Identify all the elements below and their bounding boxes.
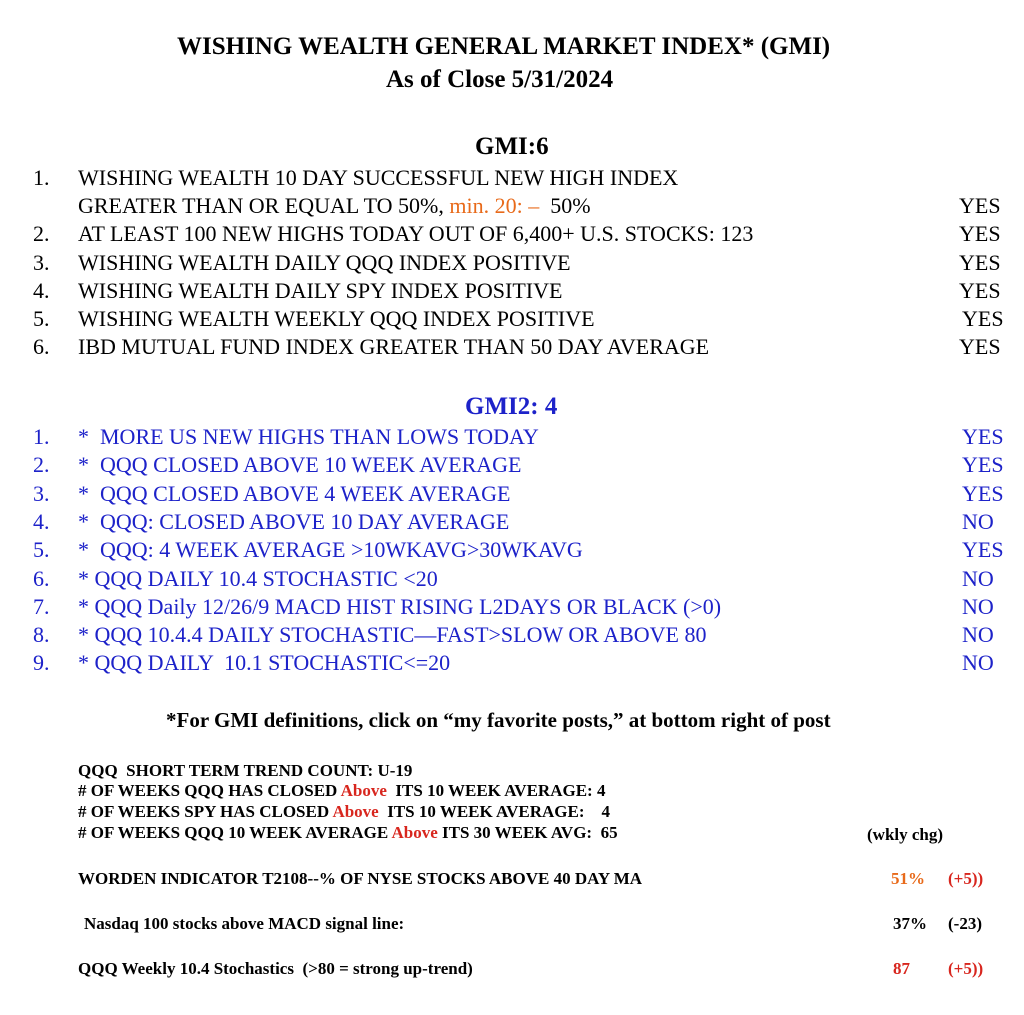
trend-text: ITS 10 WEEK AVERAGE: 4 bbox=[378, 802, 611, 821]
gmi2-item-num: 7. bbox=[33, 594, 50, 619]
gmi-item-text-part: 50% bbox=[539, 193, 591, 218]
weeks-qqq-10wk-above bbox=[78, 823, 618, 843]
trend-count: QQQ SHORT TERM TREND COUNT: U-19 bbox=[78, 761, 413, 780]
gmi-item-num: 4. bbox=[33, 278, 50, 303]
gmi-item-text-part: GREATER THAN OR EQUAL TO 50%, bbox=[78, 193, 450, 218]
gmi2-item-num: 9. bbox=[33, 650, 50, 675]
gmi2-item-text: * QQQ DAILY 10.1 STOCHASTIC<=20 bbox=[78, 650, 451, 675]
gmi2-item-answer: NO bbox=[962, 594, 994, 619]
gmi-item-text: IBD MUTUAL FUND INDEX GREATER THAN 50 DAY AVERAGE bbox=[78, 334, 710, 359]
gmi-item-answer: YES bbox=[959, 278, 1001, 303]
gmi-item-answer: YES bbox=[959, 221, 1001, 246]
gmi-heading: GMI:6 bbox=[475, 133, 549, 160]
gmi-item-num: 1. bbox=[33, 165, 50, 190]
gmi2-item-num: 8. bbox=[33, 622, 50, 647]
weeks-qqq-above bbox=[78, 781, 605, 801]
indicator-label: WORDEN INDICATOR T2108--% OF NYSE STOCKS ABOVE 40 DAY MA bbox=[78, 869, 643, 888]
trend-text: ITS 10 WEEK AVERAGE: 4 bbox=[386, 781, 606, 800]
gmi2-item-answer: NO bbox=[962, 622, 994, 647]
gmi2-heading: GMI2: 4 bbox=[465, 393, 558, 420]
gmi2-item-text: * QQQ DAILY 10.4 STOCHASTIC <20 bbox=[78, 566, 438, 591]
gmi-item-answer: YES bbox=[962, 306, 1004, 331]
gmi-item-answer: YES bbox=[959, 334, 1001, 359]
gmi2-item-num: 3. bbox=[33, 481, 50, 506]
page-subtitle: As of Close 5/31/2024 bbox=[386, 66, 614, 93]
gmi2-item-answer: YES bbox=[962, 452, 1004, 477]
gmi-item-text: WISHING WEALTH WEEKLY QQQ INDEX POSITIVE bbox=[78, 306, 595, 331]
weekly-change-header: (wkly chg) bbox=[867, 825, 944, 844]
gmi2-item-text: * QQQ Daily 12/26/9 MACD HIST RISING L2DAYS OR BLACK (>0) bbox=[78, 594, 722, 619]
indicator-change: (+5)) bbox=[948, 869, 984, 888]
gmi-min-note: min. 20: – bbox=[449, 193, 540, 218]
gmi-item-num: 3. bbox=[33, 250, 50, 275]
indicator-value: 87 bbox=[893, 959, 910, 978]
gmi2-item-answer: YES bbox=[962, 537, 1004, 562]
gmi2-item-answer: NO bbox=[962, 566, 994, 591]
gmi2-item-text: * QQQ: CLOSED ABOVE 10 DAY AVERAGE bbox=[78, 509, 510, 534]
gmi2-item-answer: YES bbox=[962, 424, 1004, 449]
gmi2-item-num: 2. bbox=[33, 452, 50, 477]
gmi2-item-answer: YES bbox=[962, 481, 1004, 506]
gmi-item-text: AT LEAST 100 NEW HIGHS TODAY OUT OF 6,400+ U.S. STOCKS: 123 bbox=[78, 221, 754, 246]
gmi-item-answer: YES bbox=[959, 193, 1001, 218]
gmi-item-text: WISHING WEALTH DAILY QQQ INDEX POSITIVE bbox=[78, 250, 571, 275]
gmi2-item-text: * QQQ: 4 WEEK AVERAGE >10WKAVG>30WKAVG bbox=[78, 537, 583, 562]
page-title: WISHING WEALTH GENERAL MARKET INDEX* (GMI) bbox=[177, 33, 831, 60]
trend-text: ITS 30 WEEK AVG: 65 bbox=[437, 823, 618, 842]
indicator-change: (-23) bbox=[948, 914, 982, 933]
trend-text: # OF WEEKS QQQ HAS CLOSED bbox=[78, 781, 341, 800]
gmi-item-num: 2. bbox=[33, 221, 50, 246]
gmi-item-text bbox=[78, 193, 591, 219]
gmi2-item-num: 4. bbox=[33, 509, 50, 534]
above-highlight: Above bbox=[340, 781, 387, 800]
gmi2-item-text: * QQQ CLOSED ABOVE 4 WEEK AVERAGE bbox=[78, 481, 511, 506]
gmi2-item-num: 5. bbox=[33, 537, 50, 562]
gmi2-item-num: 1. bbox=[33, 424, 50, 449]
gmi-item-text: WISHING WEALTH DAILY SPY INDEX POSITIVE bbox=[78, 278, 563, 303]
indicator-value: 51% bbox=[891, 869, 925, 888]
indicator-change: (+5)) bbox=[948, 959, 984, 978]
gmi-item-answer: YES bbox=[959, 250, 1001, 275]
gmi-item-text: WISHING WEALTH 10 DAY SUCCESSFUL NEW HIGH INDEX bbox=[78, 165, 679, 190]
gmi2-item-answer: NO bbox=[962, 509, 994, 534]
trend-text: # OF WEEKS QQQ 10 WEEK AVERAGE bbox=[78, 823, 392, 842]
gmi2-item-text: * QQQ 10.4.4 DAILY STOCHASTIC—FAST>SLOW OR ABOVE 80 bbox=[78, 622, 707, 647]
gmi2-item-text: * MORE US NEW HIGHS THAN LOWS TODAY bbox=[78, 424, 539, 449]
definitions-note: *For GMI definitions, click on “my favorite posts,” at bottom right of post bbox=[166, 708, 831, 732]
trend-text: # OF WEEKS SPY HAS CLOSED bbox=[78, 802, 333, 821]
weeks-spy-above bbox=[78, 802, 610, 822]
indicator-label: Nasdaq 100 stocks above MACD signal line: bbox=[84, 914, 405, 933]
gmi-item-num: 5. bbox=[33, 306, 50, 331]
gmi-item-num: 6. bbox=[33, 334, 50, 359]
gmi2-item-num: 6. bbox=[33, 566, 50, 591]
gmi2-item-text: * QQQ CLOSED ABOVE 10 WEEK AVERAGE bbox=[78, 452, 522, 477]
above-highlight: Above bbox=[332, 802, 379, 821]
gmi2-item-answer: NO bbox=[962, 650, 994, 675]
indicator-value: 37% bbox=[893, 914, 927, 933]
indicator-label: QQQ Weekly 10.4 Stochastics (>80 = strong up-trend) bbox=[78, 959, 473, 978]
above-highlight: Above bbox=[391, 823, 438, 842]
